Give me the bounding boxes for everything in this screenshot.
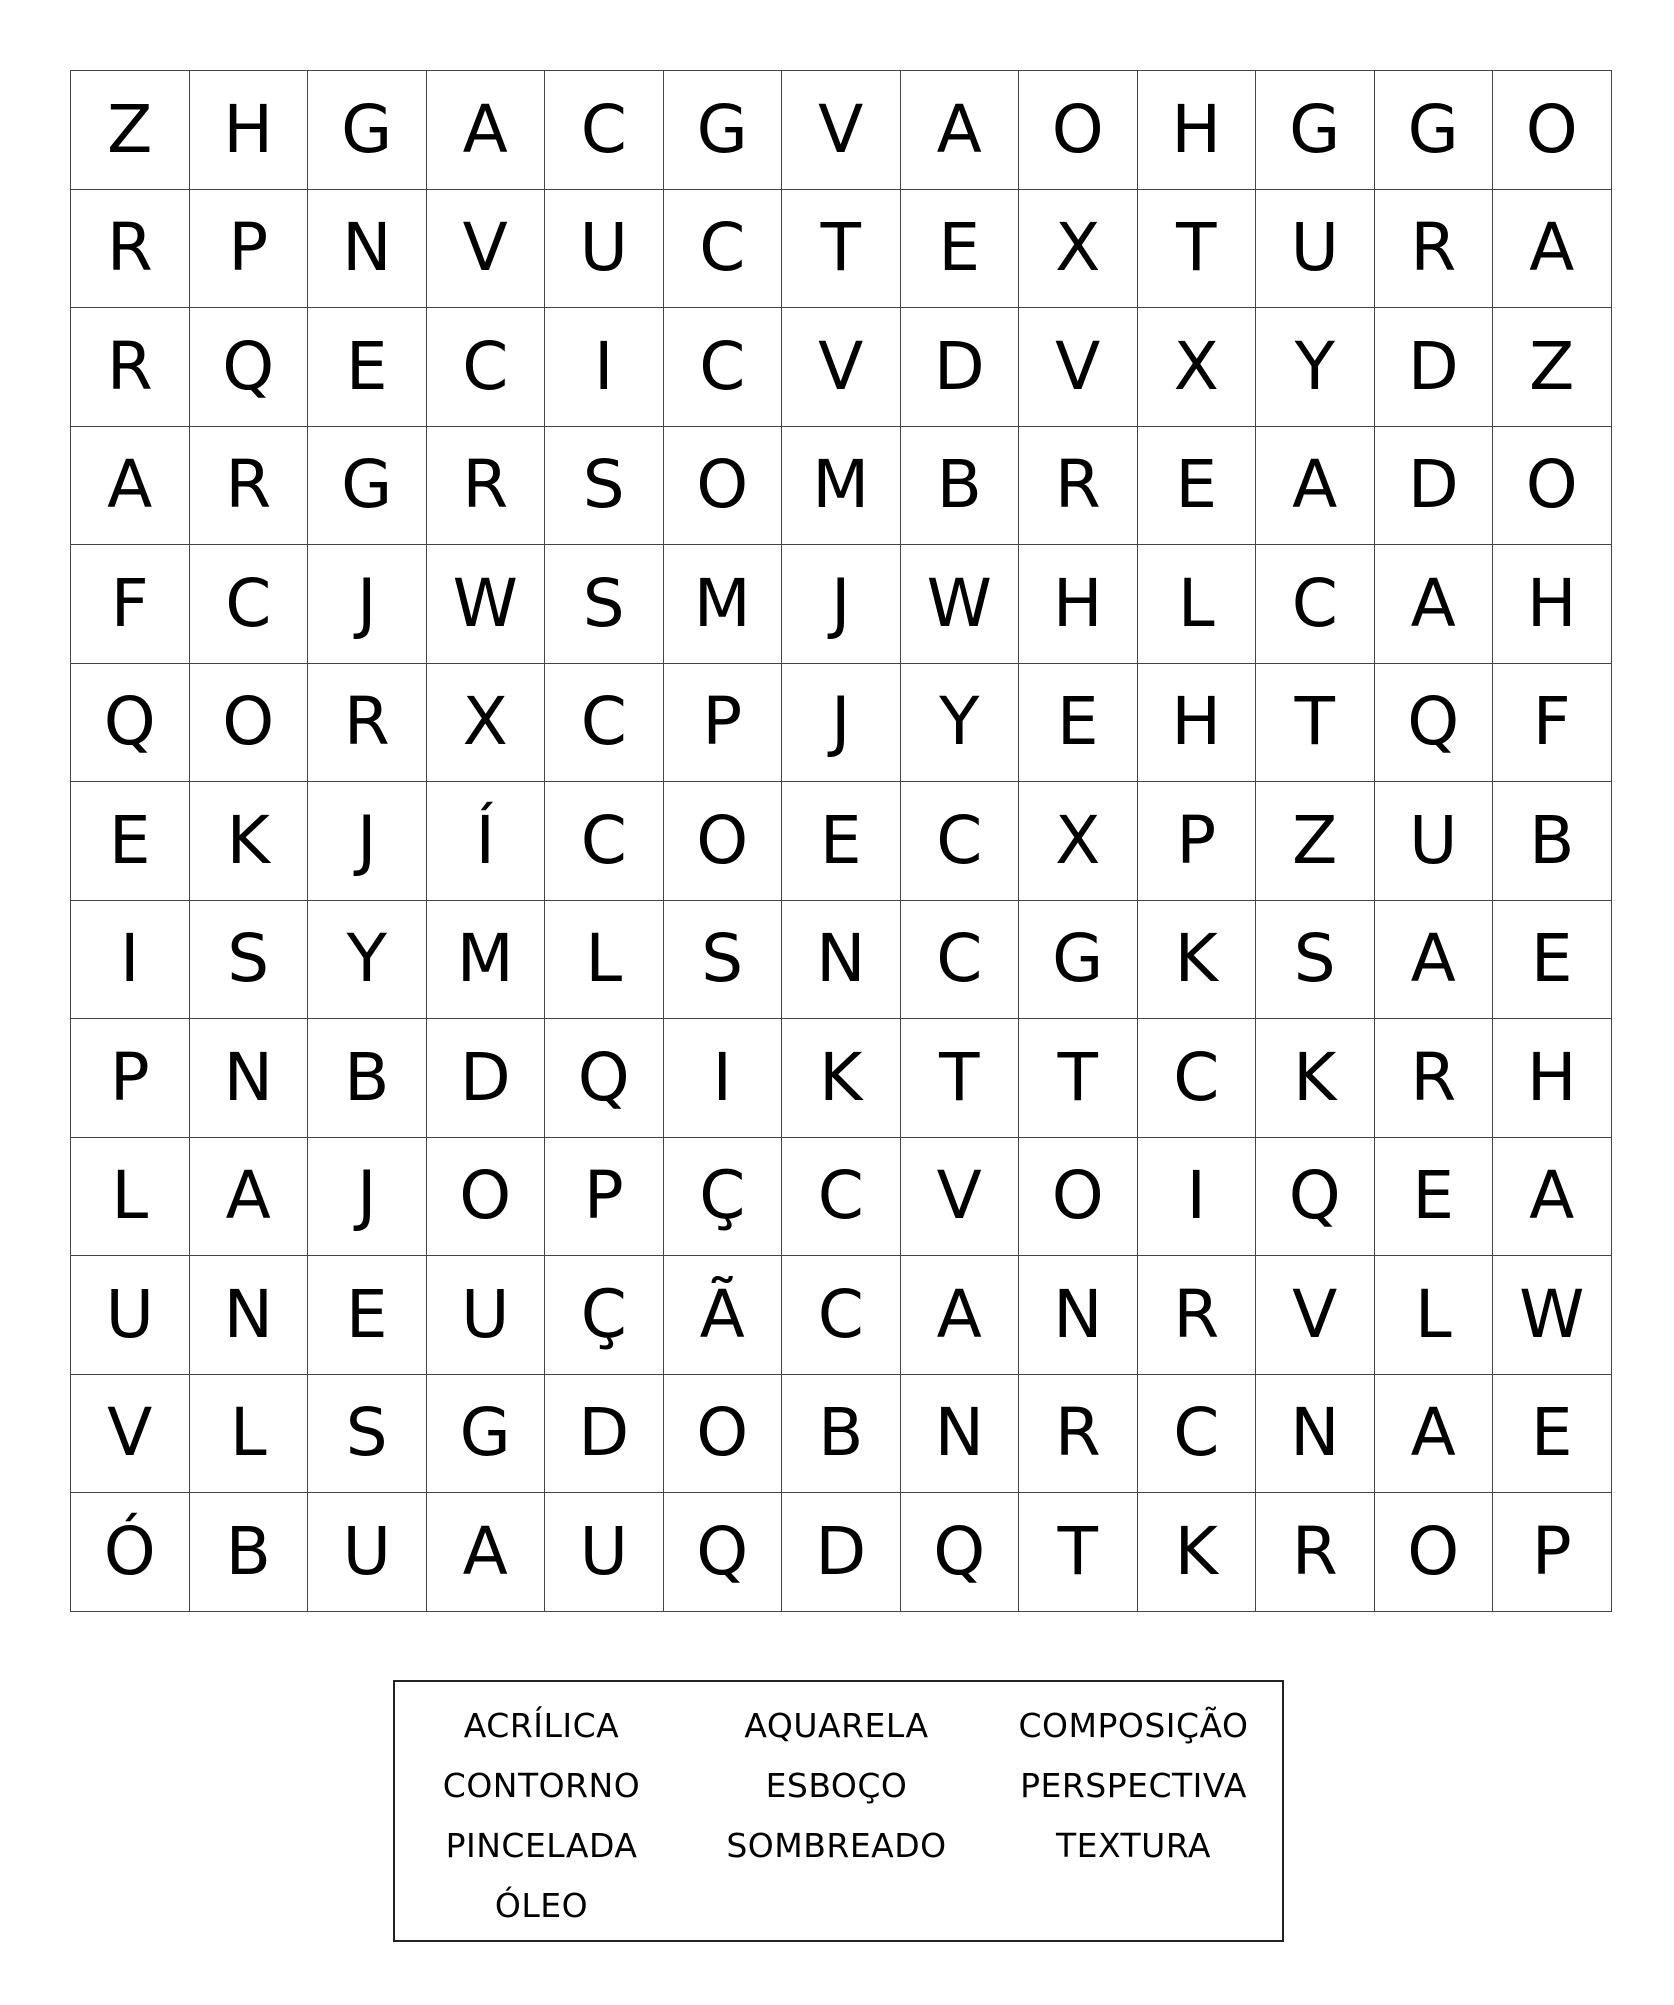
grid-cell[interactable]: G xyxy=(308,71,427,190)
grid-cell[interactable]: A xyxy=(427,1493,546,1612)
grid-cell[interactable]: C xyxy=(545,782,664,901)
word-bank-item: COMPOSIÇÃO xyxy=(1018,1706,1249,1745)
grid-cell[interactable]: P xyxy=(1138,782,1257,901)
grid-cell[interactable]: S xyxy=(545,545,664,664)
grid-cell[interactable]: L xyxy=(1138,545,1257,664)
grid-cell[interactable]: O xyxy=(427,1138,546,1257)
grid-cell[interactable]: G xyxy=(664,71,783,190)
grid-cell[interactable]: R xyxy=(71,190,190,309)
grid-cell[interactable]: A xyxy=(71,427,190,546)
grid-cell[interactable]: F xyxy=(1493,664,1612,783)
grid-cell[interactable]: N xyxy=(308,190,427,309)
grid-cell[interactable]: N xyxy=(1019,1256,1138,1375)
grid-cell[interactable]: I xyxy=(545,308,664,427)
grid-cell[interactable]: X xyxy=(1138,308,1257,427)
grid-cell[interactable]: Ó xyxy=(71,1493,190,1612)
grid-cell[interactable]: B xyxy=(901,427,1020,546)
grid-cell[interactable]: E xyxy=(1493,901,1612,1020)
grid-cell[interactable]: U xyxy=(1256,190,1375,309)
grid-cell[interactable]: G xyxy=(308,427,427,546)
grid-cell[interactable]: R xyxy=(1019,427,1138,546)
grid-cell[interactable]: B xyxy=(190,1493,309,1612)
grid-cell[interactable]: C xyxy=(427,308,546,427)
grid-cell[interactable]: W xyxy=(1493,1256,1612,1375)
word-bank-item: CONTORNO xyxy=(442,1766,641,1805)
grid-cell[interactable]: C xyxy=(901,782,1020,901)
grid-cell[interactable]: U xyxy=(545,190,664,309)
grid-cell[interactable]: N xyxy=(782,901,901,1020)
grid-cell[interactable]: V xyxy=(782,71,901,190)
grid-cell[interactable]: Q xyxy=(190,308,309,427)
grid-cell[interactable]: Y xyxy=(308,901,427,1020)
grid-cell[interactable]: J xyxy=(308,1138,427,1257)
grid-cell[interactable]: C xyxy=(190,545,309,664)
grid-cell[interactable]: I xyxy=(664,1019,783,1138)
grid-cell[interactable]: K xyxy=(190,782,309,901)
grid-cell[interactable]: B xyxy=(308,1019,427,1138)
word-bank-item: ACRÍLICA xyxy=(463,1706,620,1745)
grid-cell[interactable]: H xyxy=(1138,71,1257,190)
grid-cell[interactable]: A xyxy=(901,71,1020,190)
grid-cell[interactable]: D xyxy=(1375,308,1494,427)
grid-cell[interactable]: V xyxy=(1019,308,1138,427)
grid-cell[interactable]: Q xyxy=(1375,664,1494,783)
grid-cell[interactable]: U xyxy=(545,1493,664,1612)
grid-cell[interactable]: K xyxy=(1256,1019,1375,1138)
grid-cell[interactable]: U xyxy=(308,1493,427,1612)
grid-cell[interactable]: R xyxy=(308,664,427,783)
grid-cell[interactable]: Í xyxy=(427,782,546,901)
grid-cell[interactable]: E xyxy=(1375,1138,1494,1257)
grid-cell[interactable]: H xyxy=(1019,545,1138,664)
word-bank-item: SOMBREADO xyxy=(726,1826,947,1865)
letter-grid xyxy=(70,70,1612,1612)
grid-cell[interactable]: A xyxy=(1375,545,1494,664)
grid-cell[interactable]: R xyxy=(427,427,546,546)
grid-cell[interactable]: G xyxy=(1019,901,1138,1020)
grid-cell[interactable]: U xyxy=(71,1256,190,1375)
grid-cell[interactable]: A xyxy=(901,1256,1020,1375)
grid-cell[interactable]: A xyxy=(1375,901,1494,1020)
grid-cell[interactable]: O xyxy=(190,664,309,783)
grid-cell[interactable]: O xyxy=(1493,427,1612,546)
grid-cell[interactable]: T xyxy=(1138,190,1257,309)
grid-cell[interactable]: X xyxy=(1019,782,1138,901)
grid-cell[interactable]: D xyxy=(545,1375,664,1494)
grid-cell[interactable]: Z xyxy=(1493,308,1612,427)
grid-cell[interactable]: E xyxy=(901,190,1020,309)
grid-cell[interactable]: S xyxy=(545,427,664,546)
grid-cell[interactable]: J xyxy=(308,782,427,901)
grid-cell[interactable]: S xyxy=(664,901,783,1020)
grid-cell[interactable]: R xyxy=(1375,1019,1494,1138)
grid-cell[interactable]: Ç xyxy=(545,1256,664,1375)
grid-cell[interactable]: A xyxy=(1256,427,1375,546)
grid-cell[interactable]: N xyxy=(190,1019,309,1138)
grid-cell[interactable]: E xyxy=(71,782,190,901)
grid-cell[interactable]: V xyxy=(901,1138,1020,1257)
grid-cell[interactable]: V xyxy=(1256,1256,1375,1375)
grid-cell[interactable]: P xyxy=(71,1019,190,1138)
grid-cell[interactable]: O xyxy=(1493,71,1612,190)
grid-cell[interactable]: B xyxy=(1493,782,1612,901)
grid-cell[interactable]: R xyxy=(190,427,309,546)
grid-cell[interactable]: Q xyxy=(664,1493,783,1612)
grid-cell[interactable]: F xyxy=(71,545,190,664)
grid-cell[interactable]: O xyxy=(664,782,783,901)
grid-cell[interactable]: D xyxy=(901,308,1020,427)
grid-cell[interactable]: C xyxy=(1256,545,1375,664)
grid-cell[interactable]: C xyxy=(545,664,664,783)
word-bank-item: PERSPECTIVA xyxy=(1020,1766,1247,1805)
grid-cell[interactable]: O xyxy=(1375,1493,1494,1612)
grid-cell[interactable]: M xyxy=(427,901,546,1020)
grid-cell[interactable]: C xyxy=(664,308,783,427)
word-bank-item: AQUARELA xyxy=(744,1706,929,1745)
grid-cell[interactable]: Q xyxy=(545,1019,664,1138)
grid-cell[interactable]: C xyxy=(1138,1019,1257,1138)
grid-cell[interactable]: L xyxy=(190,1375,309,1494)
grid-cell[interactable]: A xyxy=(1493,1138,1612,1257)
grid-cell[interactable]: L xyxy=(545,901,664,1020)
grid-cell[interactable]: D xyxy=(782,1493,901,1612)
word-bank-item: TEXTURA xyxy=(1055,1826,1211,1865)
grid-cell[interactable]: Y xyxy=(901,664,1020,783)
grid-cell[interactable]: R xyxy=(1256,1493,1375,1612)
grid-cell[interactable]: A xyxy=(427,71,546,190)
grid-cell[interactable]: K xyxy=(782,1019,901,1138)
grid-cell[interactable]: D xyxy=(1375,427,1494,546)
grid-cell[interactable]: T xyxy=(901,1019,1020,1138)
grid-cell[interactable]: E xyxy=(1138,427,1257,546)
grid-cell[interactable]: L xyxy=(71,1138,190,1257)
grid-cell[interactable]: P xyxy=(545,1138,664,1257)
grid-cell[interactable]: I xyxy=(1138,1138,1257,1257)
grid-cell[interactable]: O xyxy=(664,1375,783,1494)
grid-cell[interactable]: O xyxy=(1019,1138,1138,1257)
grid-cell[interactable]: V xyxy=(427,190,546,309)
grid-cell[interactable]: O xyxy=(664,427,783,546)
grid-cell[interactable]: E xyxy=(782,782,901,901)
grid-cell[interactable]: N xyxy=(901,1375,1020,1494)
grid-cell[interactable]: D xyxy=(427,1019,546,1138)
grid-cell[interactable]: E xyxy=(308,308,427,427)
grid-cell[interactable]: I xyxy=(71,901,190,1020)
grid-cell[interactable]: S xyxy=(190,901,309,1020)
grid-cell[interactable]: G xyxy=(1375,71,1494,190)
grid-cell[interactable]: C xyxy=(782,1256,901,1375)
grid-cell[interactable]: Z xyxy=(1256,782,1375,901)
grid-cell[interactable]: Y xyxy=(1256,308,1375,427)
word-bank-item: ÓLEO xyxy=(494,1886,589,1925)
word-list xyxy=(395,1696,1282,1936)
grid-cell[interactable]: H xyxy=(1493,545,1612,664)
grid-cell[interactable]: W xyxy=(427,545,546,664)
grid-cell[interactable]: C xyxy=(545,71,664,190)
grid-cell[interactable]: C xyxy=(901,901,1020,1020)
grid-cell[interactable]: C xyxy=(782,1138,901,1257)
grid-cell[interactable]: Q xyxy=(71,664,190,783)
grid-cell[interactable]: P xyxy=(190,190,309,309)
grid-cell[interactable]: Q xyxy=(901,1493,1020,1612)
grid-cell[interactable]: N xyxy=(1256,1375,1375,1494)
grid-cell[interactable]: V xyxy=(71,1375,190,1494)
grid-cell[interactable]: T xyxy=(1019,1019,1138,1138)
grid-cell[interactable]: P xyxy=(1493,1493,1612,1612)
grid-cell[interactable]: G xyxy=(427,1375,546,1494)
grid-cell[interactable]: Z xyxy=(71,71,190,190)
grid-cell[interactable]: E xyxy=(308,1256,427,1375)
grid-cell[interactable]: U xyxy=(427,1256,546,1375)
grid-cell[interactable]: A xyxy=(1375,1375,1494,1494)
grid-cell[interactable]: G xyxy=(1256,71,1375,190)
grid-cell[interactable]: T xyxy=(782,190,901,309)
grid-cell[interactable]: K xyxy=(1138,901,1257,1020)
grid-cell[interactable]: E xyxy=(1019,664,1138,783)
grid-cell[interactable]: J xyxy=(308,545,427,664)
grid-cell[interactable]: X xyxy=(1019,190,1138,309)
grid-cell[interactable]: P xyxy=(664,664,783,783)
grid-cell[interactable]: E xyxy=(1493,1375,1612,1494)
grid-cell[interactable]: L xyxy=(1375,1256,1494,1375)
grid-cell[interactable]: C xyxy=(664,190,783,309)
grid-cell[interactable]: U xyxy=(1375,782,1494,901)
grid-cell[interactable]: J xyxy=(782,664,901,783)
grid-cell[interactable]: K xyxy=(1138,1493,1257,1612)
word-bank-item: PINCELADA xyxy=(445,1826,638,1865)
grid-cell[interactable]: R xyxy=(1019,1375,1138,1494)
grid-cell[interactable]: T xyxy=(1019,1493,1138,1612)
grid-cell[interactable]: H xyxy=(1138,664,1257,783)
grid-cell[interactable]: Ç xyxy=(664,1138,783,1257)
grid-cell[interactable]: Q xyxy=(1256,1138,1375,1257)
grid-cell[interactable]: W xyxy=(901,545,1020,664)
grid-cell[interactable]: A xyxy=(190,1138,309,1257)
grid-cell[interactable]: V xyxy=(782,308,901,427)
word-bank xyxy=(393,1680,1284,1942)
grid-cell[interactable]: O xyxy=(1019,71,1138,190)
grid-cell[interactable]: R xyxy=(1138,1256,1257,1375)
grid-cell[interactable]: H xyxy=(1493,1019,1612,1138)
grid-cell[interactable]: X xyxy=(427,664,546,783)
grid-cell[interactable]: N xyxy=(190,1256,309,1375)
grid-cell[interactable]: S xyxy=(308,1375,427,1494)
word-bank-item: ESBOÇO xyxy=(765,1766,908,1805)
grid-cell[interactable]: J xyxy=(782,545,901,664)
grid-cell[interactable]: M xyxy=(664,545,783,664)
grid-cell[interactable]: M xyxy=(782,427,901,546)
grid-cell[interactable]: A xyxy=(1493,190,1612,309)
grid-cell[interactable]: R xyxy=(71,308,190,427)
grid-cell[interactable]: R xyxy=(1375,190,1494,309)
grid-cell[interactable]: Ã xyxy=(664,1256,783,1375)
grid-cell[interactable]: B xyxy=(782,1375,901,1494)
grid-cell[interactable]: C xyxy=(1138,1375,1257,1494)
grid-cell[interactable]: T xyxy=(1256,664,1375,783)
grid-cell[interactable]: S xyxy=(1256,901,1375,1020)
grid-cell[interactable]: H xyxy=(190,71,309,190)
